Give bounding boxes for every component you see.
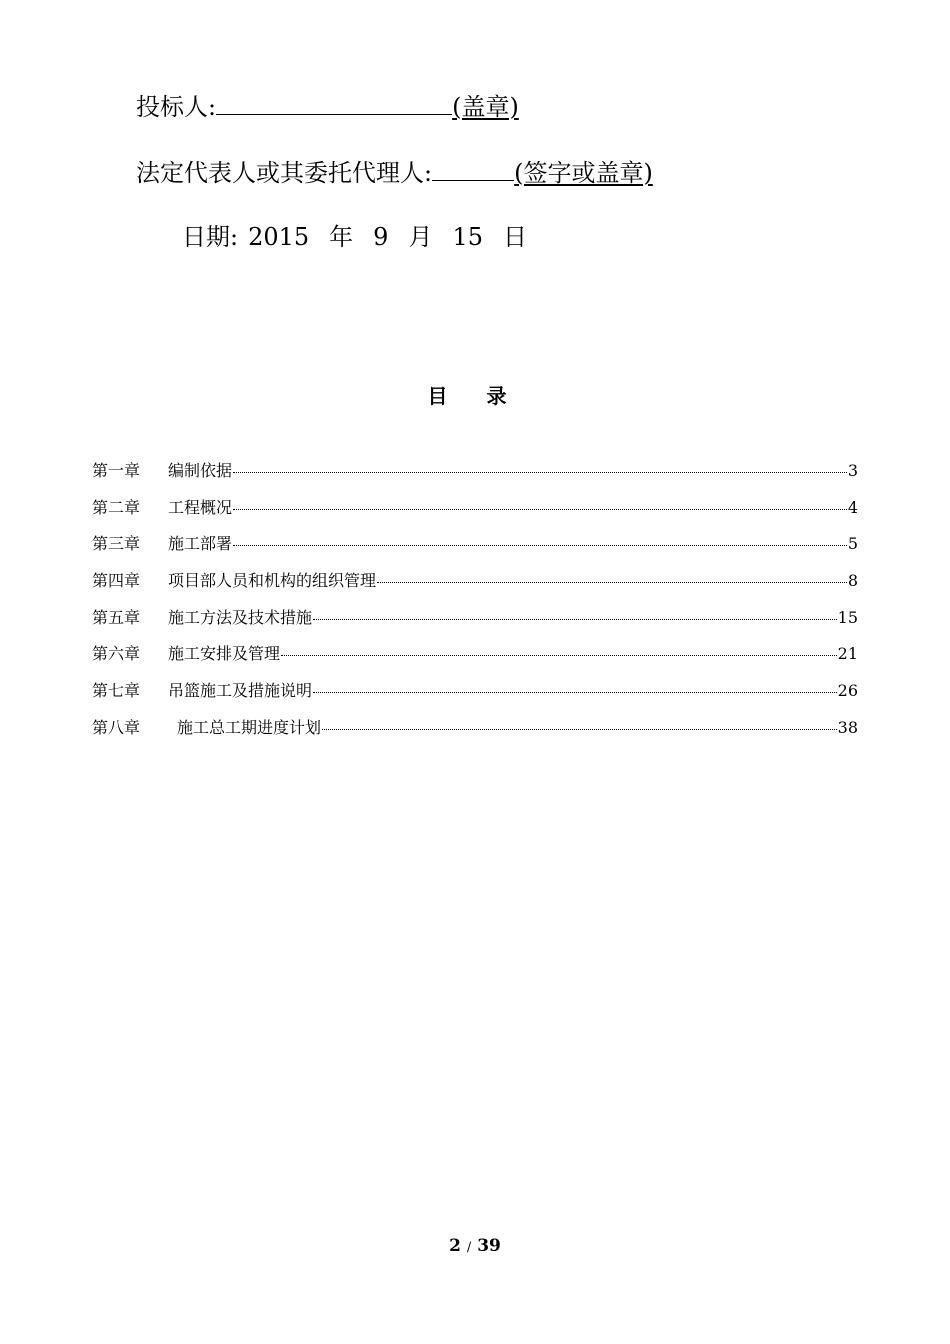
toc-leader-dots — [313, 692, 837, 693]
page-number — [0, 1236, 950, 1256]
bidder-blank — [216, 90, 452, 115]
toc-page-number: 5 — [847, 534, 858, 554]
toc-label: 吊篮施工及措施说明 — [168, 681, 313, 701]
toc-entry[interactable] — [92, 568, 858, 605]
toc-entry[interactable] — [92, 678, 858, 715]
toc-label: 施工安排及管理 — [168, 644, 281, 664]
toc-entry[interactable] — [92, 641, 858, 678]
toc-entry[interactable] — [92, 495, 858, 532]
bidder-line — [136, 90, 519, 122]
toc-label: 编制依据 — [168, 461, 233, 480]
representative-line — [136, 156, 653, 188]
toc-label: 项目部人员和机构的组织管理 — [168, 571, 377, 591]
toc-leader-dots — [233, 545, 847, 546]
toc-entry[interactable] — [92, 531, 858, 568]
date-day: 15 — [452, 223, 483, 251]
toc-page-number: 8 — [847, 571, 858, 591]
toc-label: 施工方法及技术措施 — [168, 607, 313, 627]
toc-page-number: 26 — [837, 681, 858, 701]
toc-chapter: 第四章 — [92, 571, 141, 591]
total-pages: 39 — [477, 1236, 501, 1256]
toc-leader-dots — [281, 655, 837, 656]
representative-suffix: (签字或盖章) — [514, 159, 653, 187]
toc-entry[interactable] — [92, 605, 858, 642]
date-year-unit: 年 — [329, 223, 354, 251]
toc-label: 工程概况 — [168, 497, 233, 517]
current-page: 2 — [449, 1236, 461, 1256]
toc-page-number: 4 — [847, 497, 858, 517]
date-label: 日期: — [182, 223, 239, 251]
toc-page-number: 15 — [837, 607, 858, 627]
toc-title: 目 录 — [427, 384, 523, 408]
toc-leader-dots — [233, 509, 847, 510]
toc-entry[interactable] — [92, 458, 858, 495]
date-year: 2015 — [248, 223, 310, 251]
toc-page-number: 21 — [837, 644, 858, 664]
toc-leader-dots — [322, 729, 837, 730]
toc-chapter: 第七章 — [92, 681, 141, 701]
toc-chapter: 第五章 — [92, 607, 141, 627]
toc-leader-dots — [377, 582, 847, 583]
toc-chapter: 第三章 — [92, 534, 141, 554]
toc-chapter: 第六章 — [92, 644, 141, 664]
toc-entry[interactable] — [92, 715, 858, 752]
toc-chapter: 第一章 — [92, 461, 141, 480]
representative-label: 法定代表人或其委托代理人: — [136, 159, 433, 187]
bidder-label: 投标人: — [136, 93, 217, 121]
toc-label: 施工总工期进度计划 — [177, 717, 322, 737]
date-month-unit: 月 — [408, 223, 433, 251]
date-day-unit: 日 — [503, 223, 527, 251]
representative-blank — [432, 156, 514, 181]
toc-page-number: 3 — [847, 461, 858, 480]
toc-label: 施工部署 — [168, 534, 233, 554]
bidder-suffix: (盖章) — [452, 93, 519, 121]
date-month: 9 — [373, 223, 389, 251]
toc-chapter: 第二章 — [92, 497, 141, 517]
page-separator: / — [466, 1240, 472, 1255]
toc-leader-dots — [313, 619, 837, 620]
toc-chapter: 第八章 — [92, 717, 141, 737]
table-of-contents — [92, 458, 858, 752]
toc-leader-dots — [233, 472, 847, 473]
toc-page-number: 38 — [837, 717, 858, 737]
date-line — [182, 222, 527, 252]
